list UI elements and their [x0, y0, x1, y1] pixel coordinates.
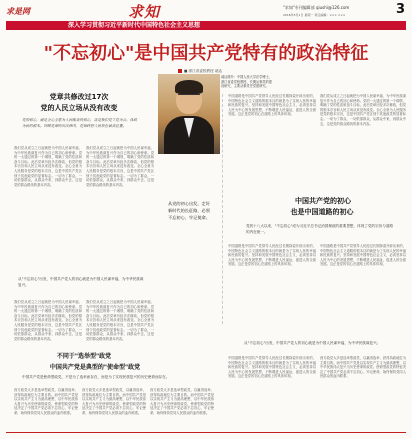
- section-3-body-col-d: 西方政党大多是选举型政党，以赢得选举、获得执政地位为主要目的。而中国共产党是以实现共产主义为最高理想、以中华民族伟大复兴为历史使命的政党。使命型政党的特征决定了中国共产党必须不忘初心、牢记使命，始终保持党同人民群众的血肉联系。: [320, 356, 406, 379]
- column-divider: [222, 94, 223, 324]
- section-1-body-col-d: 我们党从成立之日起就把为中国人民谋幸福、为中华民族谋复兴作为自己的初心和使命。党的一大通过的第一个纲领，明确了党的性质和奋斗目标。此后党章历经多次修改，但党的根本宗旨和人民立场从来没有改变。全心全意为人民服务是党的根本宗旨，这是中国共产党区别于其他政党的显著标志。一切为了群众，一切依靠群众，从群众中来，到群众中去，这是党的群众路线的基本内容。: [86, 300, 154, 341]
- header-contact: "求知"专刊编辑部 qiushi@126.com: [283, 5, 350, 10]
- section-1-intro: 党的初心，就是全心全意为人民服务的初心，这是我们党立党为公、执政为民的根本。回顾党章的历次修改，党始终把人民放在最高位置。: [22, 118, 137, 128]
- right-body-col-b: 我们党从成立之日起就把为中国人民谋幸福、为中华民族谋复兴作为自己的初心和使命。党的一大通过的第一个纲领，明确了党的性质和奋斗目标。此后党章历经多次修改，但党的根本宗旨和人民立场从来没有改变。全心全意为人民服务是党的根本宗旨，这是中国共产党区别于其他政党的显著标志。一切为了群众，一切依靠群众，从群众中来，到群众中去，这是党的群众路线的基本内容。: [320, 94, 406, 126]
- section-3-pull-quote: 从"不忘初心"出发，中国共产党人的初心就是为中国人民谋幸福，为中华民族谋复兴。: [244, 341, 381, 345]
- section-1-title-line1: 党章共修改过17次: [49, 93, 109, 101]
- header-date: 2016年5月1日 星期一 责任编辑：××× ×××: [283, 13, 346, 17]
- right-body-col-a: 中国道路是中国共产党领导人民经过长期探索开辟出来的，中国特色社会主义道路的根本目的就是为了实现人民的幸福和民族的复兴。坚持和发展中国特色社会主义，必须坚持以人民为中心的发展思想，不断增进人民福祉，促进人的全面发展。这正是党的初心在道路上的具体体现。: [228, 94, 316, 117]
- page-title: "不忘初心"是中国共产党特有的政治特征: [43, 43, 369, 64]
- byline-marker-icon: [178, 69, 182, 73]
- section-1-body-col-a: 我们党从成立之日起就把为中国人民谋幸福、为中华民族谋复兴作为自己的初心和使命。党的一大通过的第一个纲领，明确了党的性质和奋斗目标。此后党章历经多次修改，但党的根本宗旨和人民立场从来没有改变。全心全意为人民服务是党的根本宗旨，这是中国共产党区别于其他政党的显著标志。一切为了群众，一切依靠群众，从群众中来，到群众中去，这是党的群众路线的基本内容。: [14, 146, 82, 187]
- section-3-body-col-a: 中国道路是中国共产党领导人民经过长期探索开辟出来的，中国特色社会主义道路的根本目的就是为了实现人民的幸福和民族的复兴。坚持和发展中国特色社会主义，必须坚持以人民为中心的发展思想，不断增进人民福祉，促进人的全面发展。这正是党的初心在道路上的具体体现。: [228, 244, 316, 267]
- section-2-title-line2: 中国共产党是典型的"使命型"政党: [49, 364, 141, 371]
- topic-banner: 深入学习贯彻习近平新时代中国特色社会主义思想: [6, 21, 406, 30]
- section-2-body-col-a: 西方政党大多是选举型政党，以赢得选举、获得执政地位为主要目的。而中国共产党是以实现共产主义为最高理想、以中华民族伟大复兴为历史使命的政党。使命型政党的特征决定了中国共产党必须不忘初心、牢记使命，始终保持党同人民群众的血肉联系。: [14, 388, 78, 415]
- section-3-body-col-c: 中国道路是中国共产党领导人民经过长期探索开辟出来的，中国特色社会主义道路的根本目的就是为了实现人民的幸福和民族的复兴。坚持和发展中国特色社会主义，必须坚持以人民为中心的发展思想，不断增进人民福祉，促进人的全面发展。这正是党的初心在道路上的具体体现。: [228, 356, 316, 379]
- section-3-title-line1: 中国共产党的初心: [295, 197, 351, 205]
- section-2-intro: 中国共产党是使命型政党，不是为了选举而存在，而是为了实现民族复兴的历史使命而存在。: [22, 375, 170, 379]
- author-byline-text: ■ 浙江省委校教授 郝达: [184, 69, 223, 73]
- photo-caption: 郝达简介：中国人民大学法学博士，浙江省委党校教授，长期从事党的建设研究，主要从事党史党建研究。: [221, 75, 272, 88]
- footer-rule: [6, 432, 406, 433]
- section-1-body-col-b: 我们党从成立之日起就把为中国人民谋幸福、为中华民族谋复兴作为自己的初心和使命。党的一大通过的第一个纲领，明确了党的性质和奋斗目标。此后党章历经多次修改，但党的根本宗旨和人民立场从来没有改变。全心全意为人民服务是党的根本宗旨，这是中国共产党区别于其他政党的显著标志。一切为了群众，一切依靠群众，从群众中来，到群众中去，这是党的群众路线的基本内容。: [86, 146, 154, 187]
- section-1-title-line2: 党的人民立场从没有改变: [40, 104, 118, 112]
- site-logo: 求是网: [6, 6, 30, 16]
- section-3-title-line2: 也是中国道路的初心: [290, 208, 354, 216]
- section-3-body-col-b: 中国道路是中国共产党领导人民经过长期探索开辟出来的，中国特色社会主义道路的根本目的就是为了实现人民的幸福和民族的复兴。坚持和发展中国特色社会主义，必须坚持以人民为中心的发展思想，不断增进人民福祉，促进人的全面发展。这正是党的初心在道路上的具体体现。: [320, 244, 406, 267]
- section-2-body-col-b: 西方政党大多是选举型政党，以赢得选举、获得执政地位为主要目的。而中国共产党是以实现共产主义为最高理想、以中华民族伟大复兴为历史使命的政党。使命型政党的特征决定了中国共产党必须不忘初心、牢记使命，始终保持党同人民群众的血肉联系。: [82, 388, 146, 415]
- section-1-body-col-c: 我们党从成立之日起就把为中国人民谋幸福、为中华民族谋复兴作为自己的初心和使命。党的一大通过的第一个纲领，明确了党的性质和奋斗目标。此后党章历经多次修改，但党的根本宗旨和人民立场从来没有改变。全心全意为人民服务是党的根本宗旨，这是中国共产党区别于其他政党的显著标志。一切为了群众，一切依靠群众，从群众中来，到群众中去，这是党的群众路线的基本内容。: [14, 300, 82, 341]
- section-2-title-line1: 不同于"选举型"政党: [56, 353, 112, 360]
- section-3-intro: 党的十八大以来，"不忘初心"成为习近平总书记治国理政的重要思想，体现了党的宗旨与道路的内在统一。: [246, 224, 394, 234]
- page-number: 3: [396, 2, 406, 17]
- section-2-body-col-c: 西方政党大多是选举型政党，以赢得选举、获得执政地位为主要目的。而中国共产党是以实现共产主义为最高理想、以中华民族伟大复兴为历史使命的政党。使命型政党的特征决定了中国共产党必须不忘初心、牢记使命，始终保持党同人民群众的血肉联系。: [150, 388, 214, 415]
- column-logo: 求知: [128, 3, 161, 21]
- pull-quote-2: 从党的初心出发，走好新时代的长征路，必须不忘初心、牢记使命。: [168, 201, 210, 220]
- masthead: [0, 0, 412, 22]
- author-photo: [158, 74, 220, 154]
- pull-quote-1: 从"不忘初心"出发，中国共产党人的初心就是为中国人民谋幸福，为中华民族谋复兴。: [18, 277, 144, 287]
